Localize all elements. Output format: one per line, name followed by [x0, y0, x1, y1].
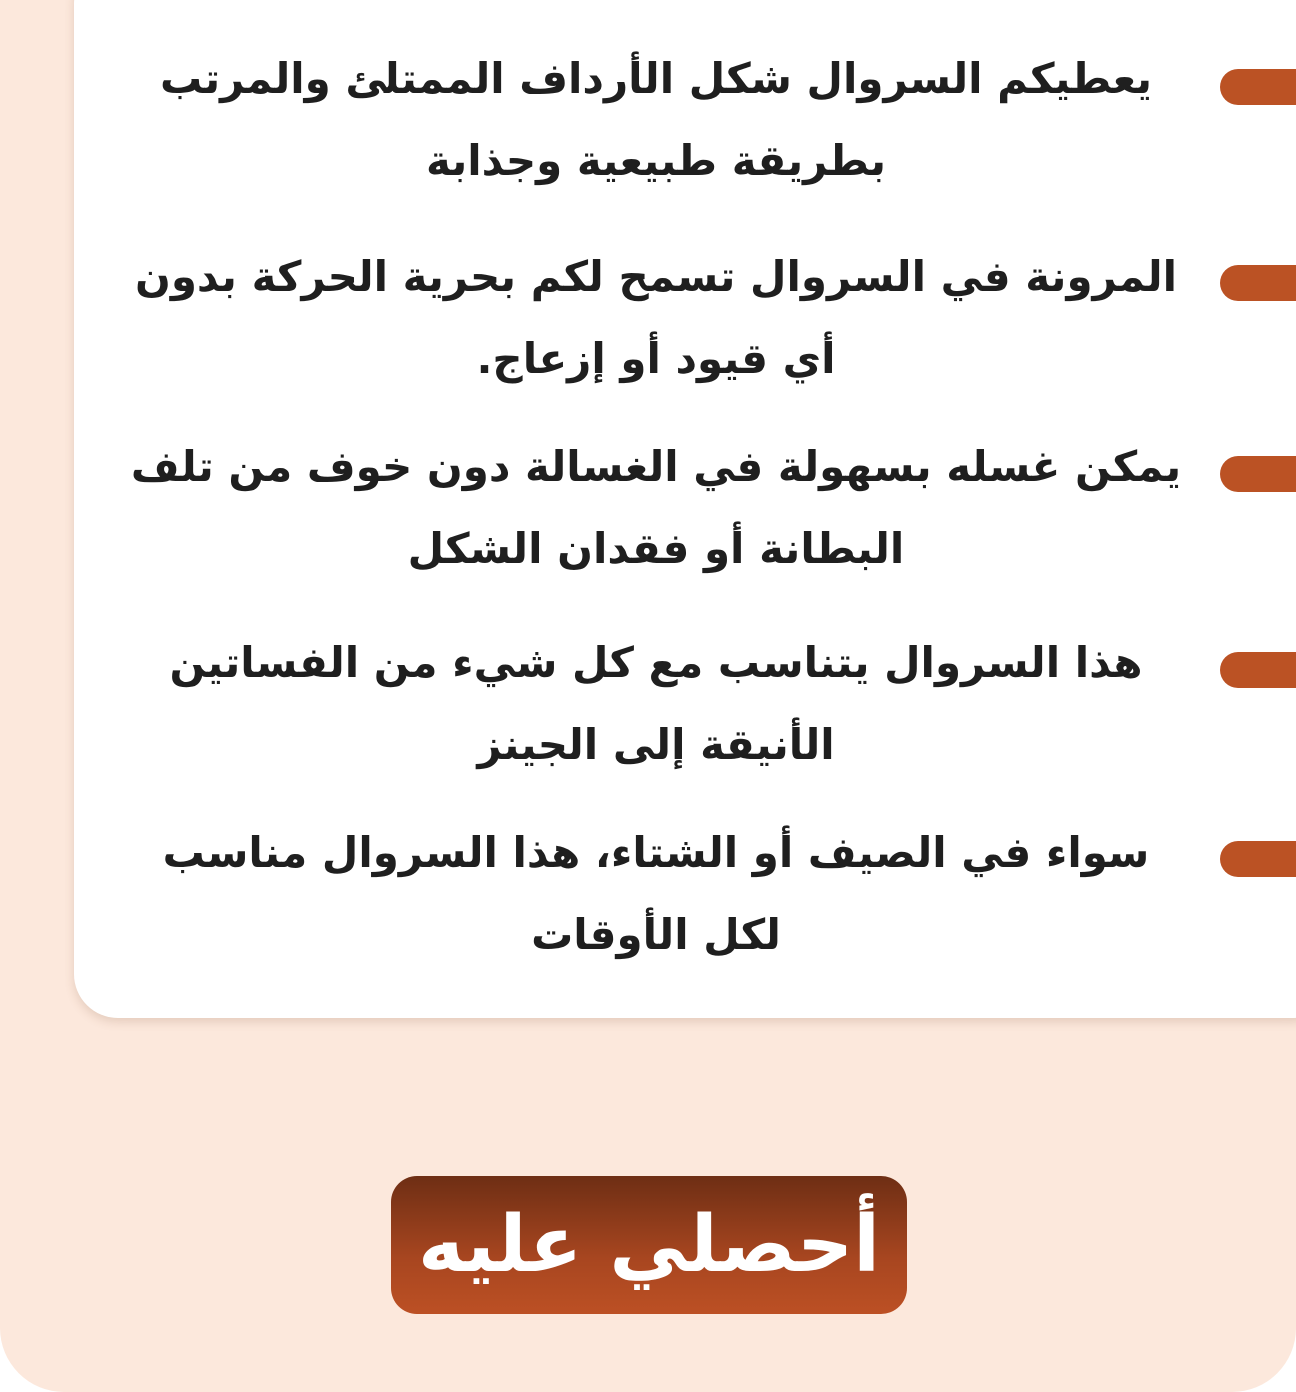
feature-item — [96, 622, 1216, 786]
feature-text: سواء في الصيف أو الشتاء، هذا السروال مناسب لكل الأوقات — [162, 828, 1150, 959]
bullet-marker — [1220, 265, 1296, 301]
feature-text: هذا السروال يتناسب مع كل شيء من الفساتين الأنيقة إلى الجينز — [169, 638, 1143, 769]
get-it-button-label: أحصلي عليه — [418, 1200, 880, 1290]
feature-item — [96, 812, 1216, 976]
feature-item — [96, 426, 1216, 590]
feature-text: يعطيكم السروال شكل الأرداف الممتلئ والمرتب بطريقة طبيعية وجذابة — [159, 54, 1153, 185]
feature-text: المرونة في السروال تسمح لكم بحرية الحركة بدون أي قيود أو إزعاج. — [134, 252, 1178, 383]
bullet-marker — [1220, 456, 1296, 492]
feature-item — [96, 236, 1216, 400]
feature-text: يمكن غسله بسهولة في الغسالة دون خوف من تلف البطانة أو فقدان الشكل — [130, 442, 1182, 573]
feature-item — [96, 38, 1216, 202]
bullet-marker — [1220, 69, 1296, 105]
bullet-marker — [1220, 841, 1296, 877]
bullet-marker — [1220, 652, 1296, 688]
get-it-button[interactable] — [391, 1176, 907, 1314]
